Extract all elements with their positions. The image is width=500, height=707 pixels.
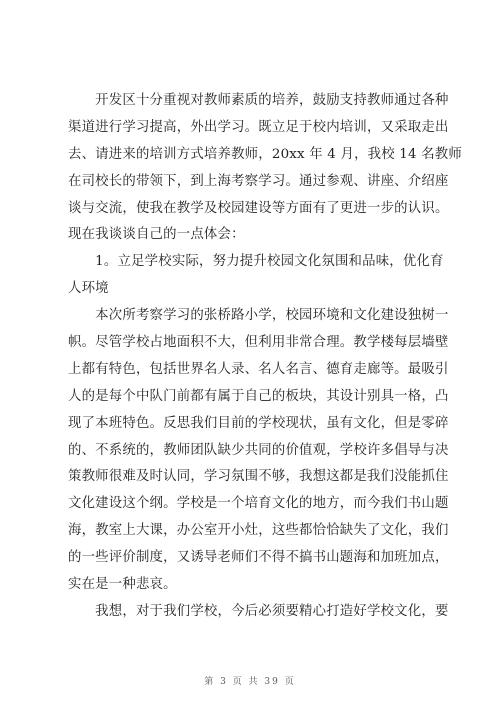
text-line-1: 开发区十分重视对教师素质的培养，鼓励支持教师通过各种 xyxy=(68,93,449,108)
text-line-15: 策教师很难及时认同，学习氛围不够，我想这都是我们没能抓住 xyxy=(68,469,449,485)
text-line-8: 人环境 xyxy=(68,281,109,297)
text-line-11: 上都有特色，包括世界名人录、名人名言、德育走廊等。最吸引 xyxy=(68,361,449,377)
document-body xyxy=(68,88,462,626)
text-line-7: 1。立足学校实际，努力提升校园文化氛围和品味，优化育 xyxy=(68,254,444,270)
text-line-17: 海，教室上大课，办公室开小灶，这些都恰恰缺失了文化，我们 xyxy=(68,523,449,539)
text-line-12: 人的是每个中队门前都有属于自己的板块，其设计别具一格，凸 xyxy=(68,388,449,404)
text-line-9: 本次所考察学习的张桥路小学，校园环境和文化建设独树一 xyxy=(68,308,449,324)
text-line-19: 实在是一种悲哀。 xyxy=(68,577,177,593)
text-line-18: 的一些评价制度，又诱导老师们不得不搞书山题海和加班加点， xyxy=(68,550,449,566)
text-line-10: 帜。尽管学校占地面积不大，但利用非常合理。教学楼每层墙壁 xyxy=(68,335,449,351)
text-line-16: 文化建设这个纲。学校是一个培育文化的地方，而今我们书山题 xyxy=(68,496,449,512)
text-line-13: 现了本班特色。反思我们目前的学校现状，虽有文化，但是零碎 xyxy=(68,415,449,431)
text-line-2: 渠道进行学习提高，外出学习。既立足于校内培训，又采取走出 xyxy=(68,119,449,135)
text-line-14: 的、不系统的，教师团队缺少共同的价值观，学校许多倡导与决 xyxy=(68,442,449,458)
page-number-footer: 第 3 页 共 39 页 xyxy=(204,677,296,687)
text-line-6: 现在我谈谈自己的一点体会： xyxy=(68,227,245,243)
text-line-20: 我想，对于我们学校，今后必须要精心打造好学校文化，要 xyxy=(68,603,449,619)
text-line-3: 去、请进来的培训方式培养教师，20xx 年 4 月，我校 14 名教师 xyxy=(68,146,462,162)
text-line-4: 在司校长的带领下，到上海考察学习。通过参观、讲座、介绍座 xyxy=(68,173,449,189)
text-line-5: 谈与交流，使我在教学及校园建设等方面有了更进一步的认识。 xyxy=(68,200,449,216)
